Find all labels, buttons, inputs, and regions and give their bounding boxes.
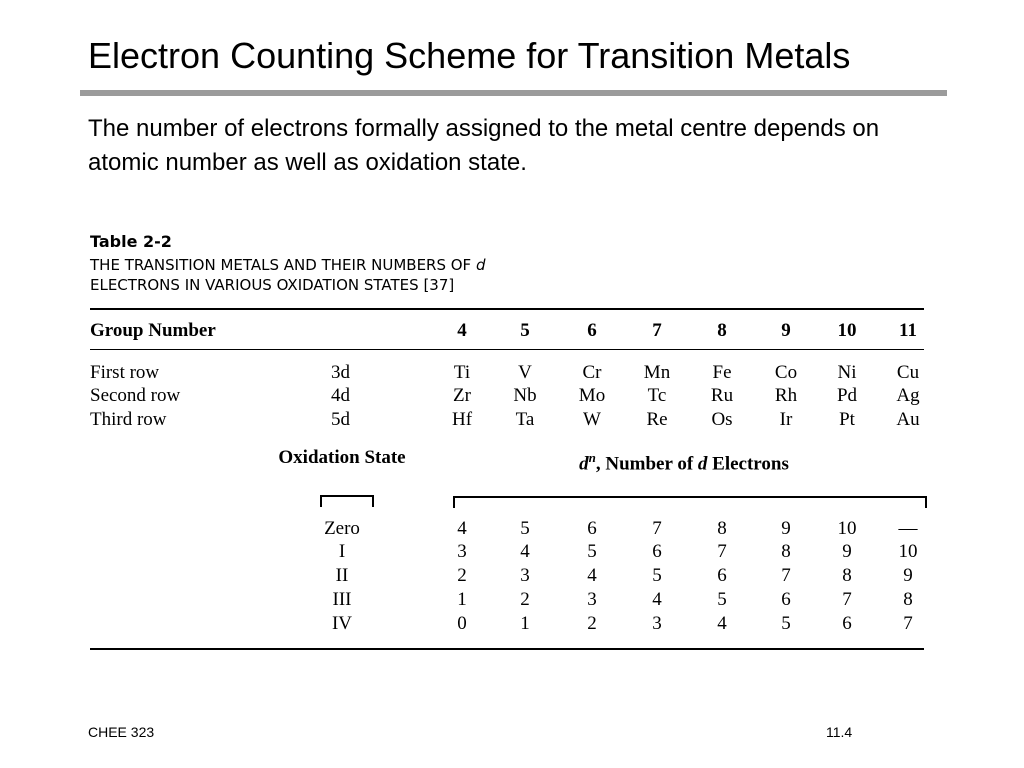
group-number-4: 8 (717, 320, 727, 341)
dn-suffix: Electrons (707, 453, 789, 475)
d-electron-count: 7 (781, 565, 791, 586)
shell-label: 4d (331, 385, 350, 406)
d-electron-count: 6 (717, 565, 727, 586)
element-cell: Co (774, 362, 798, 383)
table-top-rule (90, 308, 924, 310)
element-cell: Ag (896, 385, 920, 406)
group-number-1: 5 (520, 320, 530, 341)
d-electron-count: 4 (457, 518, 467, 539)
caption-text: THE TRANSITION METALS AND THEIR NUMBERS OF (90, 256, 476, 274)
oxidation-bracket (320, 495, 374, 507)
row-label: Third row (90, 409, 167, 430)
element-cell: Rh (774, 385, 798, 406)
table-bottom-rule (90, 648, 924, 650)
element-cell: Nb (513, 385, 537, 406)
oxidation-state-label: I (338, 541, 346, 562)
d-electron-count: 5 (587, 541, 597, 562)
d-electron-count: 2 (520, 589, 530, 610)
d-electron-count: 2 (457, 565, 467, 586)
element-cell: Os (711, 409, 733, 430)
d-electron-count: 3 (457, 541, 467, 562)
element-cell: Pd (836, 385, 858, 406)
dn-header (579, 447, 789, 475)
table-caption-line1 (90, 256, 486, 274)
group-number-3: 7 (652, 320, 662, 341)
d-electron-count: 4 (717, 613, 727, 634)
element-cell: Re (646, 409, 668, 430)
element-cell: Ir (779, 409, 793, 430)
element-cell: Cu (896, 362, 920, 383)
slide-title: Electron Counting Scheme for Transition Metals (88, 35, 851, 76)
intro-text: The number of electrons formally assigned to the metal centre depends on atomic number as well as oxidation state. (88, 115, 880, 176)
element-cell: Ta (515, 409, 535, 430)
group-number-header: Group Number (90, 320, 216, 341)
group-number-6: 10 (837, 320, 857, 341)
d-electron-count: 7 (717, 541, 727, 562)
d-electron-count: 8 (717, 518, 727, 539)
d-electron-count: 5 (717, 589, 727, 610)
element-cell: Pt (839, 409, 855, 430)
element-cell: Cr (582, 362, 602, 383)
d-electron-count: 10 (898, 541, 918, 562)
element-cell: V (518, 362, 532, 383)
d-electron-count: 6 (842, 613, 852, 634)
group-number-2: 6 (587, 320, 597, 341)
element-cell: W (583, 409, 601, 430)
footer-page: 11.4 (826, 724, 853, 740)
element-cell: Mn (643, 362, 671, 383)
dn-sup: n (588, 450, 596, 465)
d-electron-count: 7 (652, 518, 662, 539)
oxidation-state-header: Oxidation State (278, 447, 406, 468)
d-electron-count: 6 (781, 589, 791, 610)
d-electron-count: 8 (903, 589, 913, 610)
d-electron-count: — (898, 518, 918, 539)
d-electron-count: 3 (520, 565, 530, 586)
d-electron-count: 1 (457, 589, 467, 610)
title-divider (80, 90, 947, 96)
d-electron-count: 9 (842, 541, 852, 562)
row-label: First row (90, 362, 160, 383)
element-cell: Tc (647, 385, 667, 406)
row-label: Second row (90, 385, 181, 406)
footer-course: CHEE 323 (88, 724, 155, 740)
d-electron-count: 1 (520, 613, 530, 634)
oxidation-state-label: II (335, 565, 349, 586)
electrons-bracket (453, 496, 927, 508)
d-electron-count: 9 (903, 565, 913, 586)
table-header-rule (90, 349, 924, 350)
d-electron-count: 3 (652, 613, 662, 634)
group-number-7: 11 (899, 320, 917, 341)
element-cell: Ti (453, 362, 471, 383)
d-electron-count: 3 (587, 589, 597, 610)
element-cell: Ni (837, 362, 857, 383)
table-number: Table 2-2 (90, 232, 172, 251)
dn-mid: , Number of (595, 453, 698, 475)
table-caption-line2: ELECTRONS IN VARIOUS OXIDATION STATES [37] (90, 276, 455, 294)
dn-d2: d (697, 453, 708, 475)
d-electron-count: 7 (903, 613, 913, 634)
d-electron-count: 0 (457, 613, 467, 634)
element-cell: Zr (453, 385, 471, 406)
oxidation-state-label: IV (331, 613, 353, 634)
d-electron-count: 8 (842, 565, 852, 586)
caption-d: d (475, 256, 486, 274)
d-electron-count: 4 (652, 589, 662, 610)
group-number-0: 4 (457, 320, 467, 341)
shell-label: 5d (331, 409, 350, 430)
d-electron-count: 5 (781, 613, 791, 634)
d-electron-count: 6 (652, 541, 662, 562)
element-cell: Fe (712, 362, 732, 383)
d-electron-count: 4 (520, 541, 530, 562)
element-cell: Ru (710, 385, 734, 406)
d-electron-count: 2 (587, 613, 597, 634)
d-electron-count: 10 (837, 518, 857, 539)
dn-d: d (579, 453, 589, 475)
element-cell: Mo (578, 385, 606, 406)
oxidation-state-label: III (332, 589, 352, 610)
element-cell: Au (896, 409, 920, 430)
d-electron-count: 7 (842, 589, 852, 610)
oxidation-state-label: Zero (324, 518, 360, 539)
group-number-5: 9 (781, 320, 791, 341)
d-electron-count: 5 (652, 565, 662, 586)
d-electron-count: 8 (781, 541, 791, 562)
d-electron-count: 5 (520, 518, 530, 539)
d-electron-count: 6 (587, 518, 597, 539)
d-electron-count: 9 (781, 518, 791, 539)
element-cell: Hf (451, 409, 473, 430)
d-electron-count: 4 (587, 565, 597, 586)
shell-label: 3d (331, 362, 350, 383)
